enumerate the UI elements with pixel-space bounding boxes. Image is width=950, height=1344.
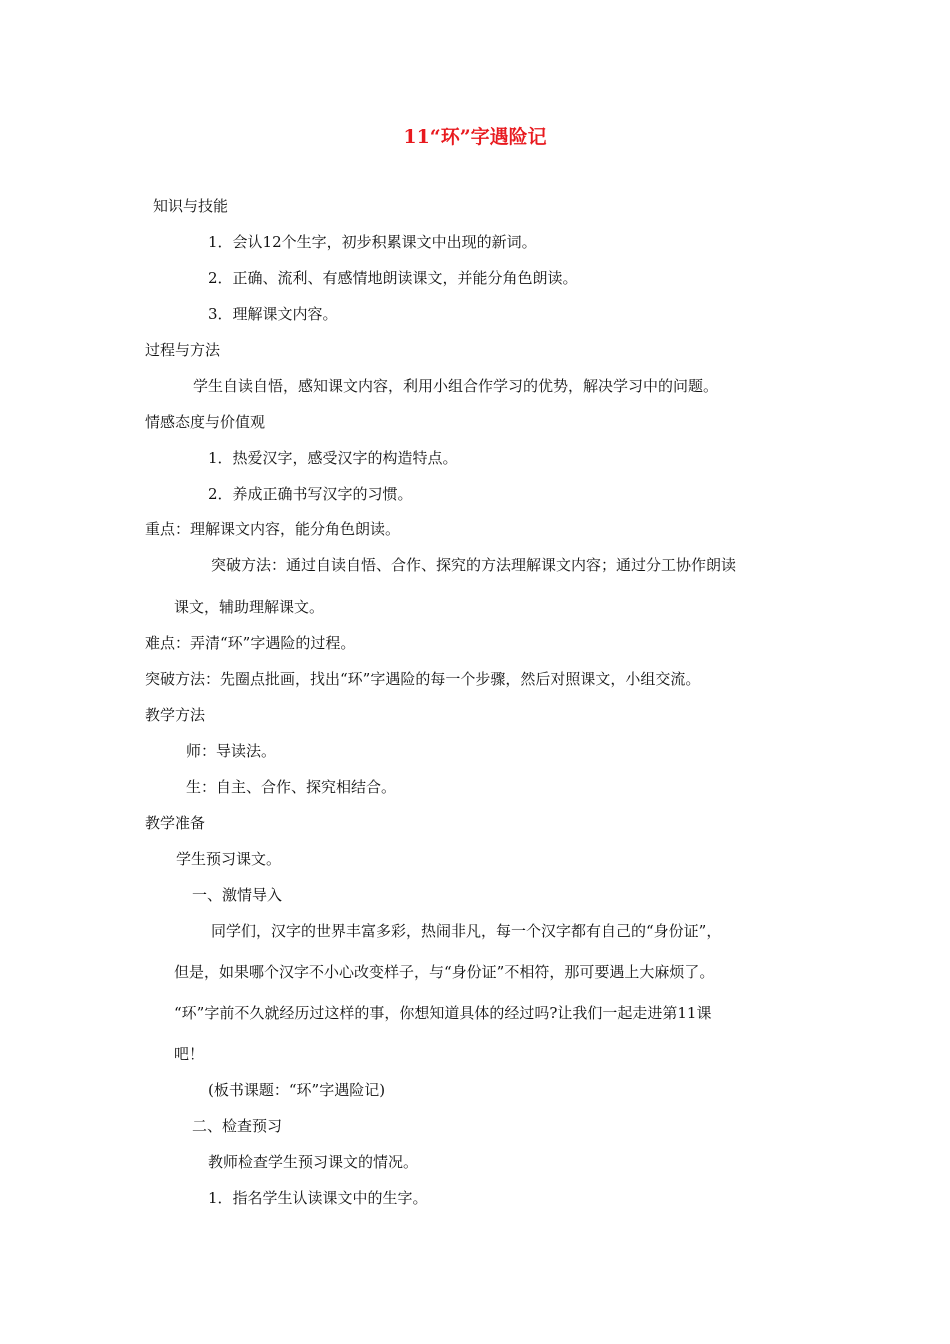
paragraph: 学生预习课文。 — [176, 850, 282, 868]
heading-emotion-values: 情感态度与价值观 — [145, 413, 266, 431]
heading-process-method: 过程与方法 — [145, 341, 221, 359]
list-item: 2．正确、流利、有感情地朗读课文，并能分角色朗读。 — [208, 269, 578, 287]
section-heading: 一、激情导入 — [192, 886, 283, 904]
section-heading: 二、检查预习 — [192, 1117, 283, 1135]
heading-teaching-method: 教学方法 — [145, 706, 206, 724]
paragraph: 突破方法：先圈点批画，找出“环”字遇险的每一个步骤，然后对照课文，小组交流。 — [145, 670, 701, 688]
paragraph: 教师检查学生预习课文的情况。 — [208, 1153, 419, 1171]
paragraph: “环”字前不久就经历过这样的事，你想知道具体的经过吗?让我们一起走进第11课 — [174, 1004, 712, 1022]
paragraph: 学生自读自悟，感知课文内容，利用小组合作学习的优势，解决学习中的问题。 — [193, 377, 719, 395]
paragraph: 同学们，汉字的世界丰富多彩，热闹非凡，每一个汉字都有自己的“身份证”， — [211, 922, 722, 940]
paragraph: 吧！ — [174, 1045, 205, 1063]
heading-knowledge-skills: 知识与技能 — [153, 197, 229, 215]
list-item: 1．会认12个生字，初步积累课文中出现的新词。 — [208, 233, 537, 251]
paragraph: 突破方法：通过自读自悟、合作、探究的方法理解课文内容；通过分工协作朗读 — [211, 556, 737, 574]
difficult-point: 难点：弄清“环”字遇险的过程。 — [145, 634, 356, 652]
paragraph: (板书课题：“环”字遇险记) — [208, 1081, 386, 1099]
list-item: 1．指名学生认读课文中的生字。 — [208, 1189, 428, 1207]
paragraph: 但是，如果哪个汉字不小心改变样子，与“身份证”不相符，那可要遇上大麻烦了。 — [174, 963, 715, 981]
list-item: 2．养成正确书写汉字的习惯。 — [208, 485, 413, 503]
paragraph: 生：自主、合作、探究相结合。 — [186, 778, 397, 796]
paragraph: 课文，辅助理解课文。 — [174, 598, 325, 616]
list-item: 1．热爱汉字，感受汉字的构造特点。 — [208, 449, 458, 467]
document-title: 11“环”字遇险记 — [403, 126, 547, 148]
list-item: 3．理解课文内容。 — [208, 305, 338, 323]
key-point: 重点：理解课文内容，能分角色朗读。 — [145, 520, 401, 538]
heading-teaching-prep: 教学准备 — [145, 814, 206, 832]
paragraph: 师：导读法。 — [186, 742, 277, 760]
